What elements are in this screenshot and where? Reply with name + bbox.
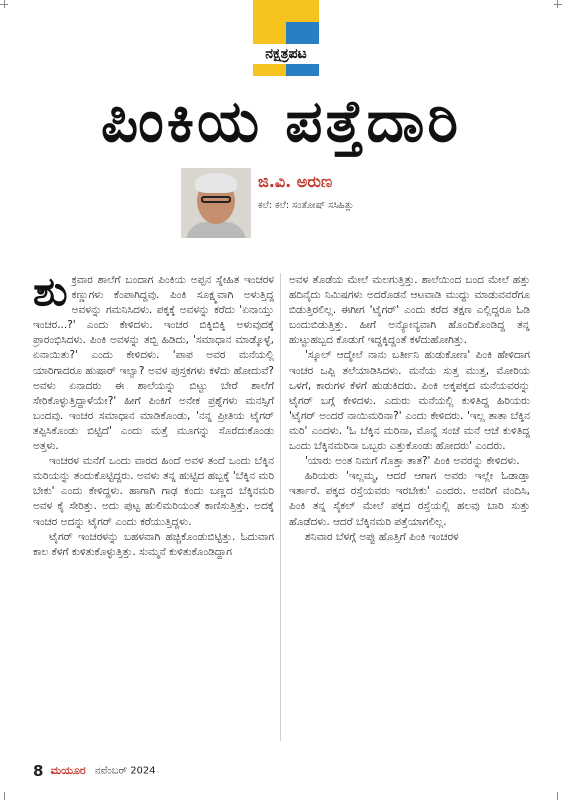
article-column-left — [33, 273, 274, 748]
paragraph: ಇಂಚರಳ ಮನೆಗೆ ಒಂದು ವಾರದ ಹಿಂದೆ ಅವಳ ತಂದೆ ಒಂದು ಬೆಕ್ಕಿನ ಮರಿಯನ್ನು ತಂದುಕೊಟ್ಟಿದ್ದರು. ಅವಳು ತನ್ನ ಹುಟ್ಟಿದ ಹಬ್ಬಕ್ಕೆ 'ಬೆಕ್ಕಿನ ಮರಿ ಬೇಕು' ಎಂದು ಕೇಳಿದ್ದಳು. ಹಾಗಾಗಿ ಗಾಢ ಕಂದು ಬಣ್ಣದ ಬೆಕ್ಕಿನಮರಿ ಅವಳ ಕೈ ಸೇರಿತ್ತು. ಅದು ಪುಟ್ಟ ಹುಲಿಮರಿಯಂತೆ ಕಾಣಿಸುತ್ತಿತ್ತು. ಅದಕ್ಕೆ ಇಂಚರ ಅದನ್ನು ಟೈಗರ್ ಎಂದು ಕರೆಯುತ್ತಿದ್ದಳು. — [33, 455, 274, 528]
issue-date: ನವೆಂಬರ್ 2024 — [94, 765, 156, 777]
page-footer — [33, 762, 156, 778]
column-divider — [280, 273, 281, 741]
paragraph-text: ಕ್ರವಾರ ಶಾಲೆಗೆ ಬಂದಾಗ ಪಿಂಕಿಯ ಅಪ್ಪನ ಸ್ನೇಹಿತ ಇಂಚರಳ ಕಣ್ಣುಗಳು ಕೆಂಪಾಗಿದ್ದವು. ಪಿಂಕಿ ಸೂಕ್ಷ್ಮವಾಗಿ ಅಳುತ್ತಿದ್ದ ಅವಳನ್ನು ಗಮನಿಸಿದಳು. ಪಕ್ಕಕ್ಕೆ ಅವಳನ್ನು ಕರೆದು 'ಏನಾಯ್ತು ಇಂಚರ...?' ಎಂದು ಕೇಳಿದಳು. ಇಂಚರ ಬಿಕ್ಕಿಬಿಕ್ಕಿ ಅಳುವುದಕ್ಕೆ ಪ್ರಾರಂಭಿಸಿದಳು. ಪಿಂಕಿ ಅವಳನ್ನು ತಬ್ಬಿ ಹಿಡಿದು, 'ಸಮಾಧಾನ ಮಾಡ್ಕೊಳ್ಳೆ, ಏನಾಯಿತು?' ಎಂದು ಕೇಳಿದಳು. 'ಪಾಪ ಅವರ ಮನೆಯಲ್ಲಿ ಯಾರಿಗಾದರೂ ಹುಷಾರ್ ಇಲ್ವಾ? ಅವಳ ಪುಸ್ತಕಗಳು ಕಳೆದು ಹೋದುವೆ? ಅವಳು ಏನಾದರು ಈ ಶಾಲೆಯನ್ನು ಬಿಟ್ಟು ಬೇರೆ ಶಾಲೆಗೆ ಸೇರಿಕೊಳ್ಳುತ್ತಿದ್ದಾಳೆಯೇ?' ಹೀಗೆ ಪಿಂಕಿಗೆ ಅನೇಕ ಪ್ರಶ್ನೆಗಳು ಮನಸ್ಸಿಗೆ ಬಂದವು. ಇಂಚರ ಸಮಾಧಾನ ಮಾಡಿಕೊಂಡು, 'ನನ್ನ ಪ್ರೀತಿಯ ಟೈಗರ್ ತಪ್ಪಿಸಿಕೊಂಡು ಬಿಟ್ಟಿದೆ' ಎಂದು ಮತ್ತೆ ಮೂಗನ್ನು ಸೊರೆದುಕೊಂಡು ಅತ್ತಳು. — [33, 274, 274, 453]
paragraph: ಟೈಗರ್ ಇಂಚರಳನ್ನು ಬಹಳವಾಗಿ ಹಚ್ಚಿಕೊಂಡುಬಿಟ್ಟಿತ್ತು. ಓದುವಾಗ ಕಾಲ ಕೆಳಗೆ ಕುಳಿತುಕೊಳ್ಳುತ್ತಿತ್ತು. ಸುಮ್ಮನೆ ಕುಳಿತುಕೊಂಡಿದ್ದಾಗ — [33, 530, 274, 558]
paragraph: ಅವಳ ತೊಡೆಯ ಮೇಲೆ ಮಲಗುತ್ತಿತ್ತು. ಶಾಲೆಯಿಂದ ಬಂದ ಮೇಲೆ ಹತ್ತು ಹದಿನೈದು ನಿಮಿಷಗಳು ಅದರೊಡನೆ ಆಟವಾಡಿ ಮುದ್ದು ಮಾಡುವವರೆಗೂ ಬಿಡುತ್ತಿರಲಿಲ್ಲ. ಈಗೀಗ 'ಟೈಗರ್' ಎಂದು ಕರೆದ ತಕ್ಷಣ ಎಲ್ಲಿದ್ದರೂ ಓಡಿ ಬಂದುಬಿಡುತ್ತಿತ್ತು. ಹೀಗೆ ಅನ್ಯೋನ್ಯವಾಗಿ ಹೊಂದಿಕೊಂಡಿದ್ದ ತನ್ನ ಹುಟ್ಟುಹಬ್ಬದ ಕೊಡುಗೆ ಇದ್ದಕ್ಕಿದ್ದಂತೆ ಕಳೆದುಹೋಗಿತ್ತು. — [289, 274, 530, 347]
crop-mark — [0, 4, 8, 5]
logo-yellow-block — [253, 0, 286, 44]
crop-mark — [554, 4, 562, 5]
section-logo-label: ನಕ್ಷತ್ರಪಟ — [265, 46, 307, 62]
section-logo — [253, 0, 319, 76]
logo-yellow-block — [253, 64, 286, 76]
article-title: ಪಿಂಕಿಯ ಪತ್ತೆದಾರಿ — [100, 87, 462, 155]
paragraph — [33, 273, 274, 454]
logo-yellow-block — [286, 0, 319, 22]
paragraph: ಶನಿವಾರ ಬೆಳಗ್ಗೆ ಅಪ್ಪು ಹೊತ್ತಿಗೆ ಪಿಂಕಿ ಇಂಚರಳ — [305, 530, 459, 543]
magazine-name: ಮಯೂರ — [50, 764, 86, 777]
crop-mark — [557, 792, 558, 800]
article-column-right — [289, 273, 530, 748]
logo-band — [253, 44, 319, 64]
page-number: 8 — [33, 762, 44, 780]
paragraph: 'ಯಾರು ಅಂತ ನಿಮಗೆ ಗೊತ್ತಾ ತಾತ?' ಪಿಂಕಿ ಅವರನ್ನು ಕೇಳಿದಳು. — [305, 455, 520, 468]
author-name: ಜಿ.ವಿ. ಅರುಣ — [258, 172, 333, 191]
paragraph: 'ಸ್ಕೂಲ್ ಆದ್ಮೇಲೆ ನಾನು ಬರ್ತೀನಿ ಹುಡುಕೋಣ' ಪಿಂಕಿ ಹೇಳಿದಾಗ ಇಂಚರ ಒಪ್ಪಿ ತಲೆಯಾಡಿಸಿದಳು. ಮನೆಯ ಸುತ್ತ ಮುತ್ತ, ಮೋರಿಯ ಒಳಗೆ, ಕಾರುಗಳ ಕೆಳಗೆ ಹುಡುಕಿದರು. ಪಿಂಕಿ ಅಕ್ಕಪಕ್ಕದ ಮನೆಯವರನ್ನು ಟೈಗರ್ ಬಗ್ಗೆ ಕೇಳಿದಳು. ಎದುರು ಮನೆಯಲ್ಲಿ ಕುಳಿತಿದ್ದ ಹಿರಿಯರು 'ಟೈಗರ್ ಅಂದರೆ ನಾಯಿಮರಿನಾ?' ಎಂದು ಕೇಳಿದರು. 'ಇಲ್ಲ ತಾತಾ ಬೆಕ್ಕಿನ ಮರಿ' ಎಂದಳು. 'ಓ ಬೆಕ್ಕಿನ ಮರಿನಾ, ಮೊನ್ನೆ ಸಂಜೆ ಮನೆ ಆಚೆ ಕುಳಿತಿದ್ದ ಒಂದು ಬೆಕ್ಕಿನಮರಿನಾ ಒಬ್ಬರು ಎತ್ತುಕೊಂಡು ಹೋದರು' ಎಂದರು. — [289, 349, 530, 453]
drop-cap: ಶು — [33, 273, 68, 315]
glasses-icon — [201, 196, 231, 203]
author-photo — [181, 168, 251, 238]
illustration-credit: ಕಲೆ: ಕಲೆ: ಸಂತೋಷ್ ಸಸಿಹಿತ್ಲು — [258, 200, 354, 211]
crop-mark — [4, 792, 5, 800]
paragraph: ಹಿರಿಯರು 'ಇಲ್ಲಮ್ಮ, ಆದರೆ ಆಗಾಗ ಅವರು ಇಲ್ಲೇ ಓಡಾಡ್ತಾ ಇರ್ತಾರೆ. ಪಕ್ಕದ ರಸ್ತೆಯವರು ಇರಬೇಕು' ಎಂದರು. ಅವರಿಗೆ ವಂದಿಸಿ, ಪಿಂಕಿ ತನ್ನ ಸೈಕಲ್ ಮೇಲೆ ಪಕ್ಕದ ರಸ್ತೆಯಲ್ಲಿ ಹಲವು ಬಾರಿ ಸುತ್ತು ಹೊಡೆದಳು. ಆದರೆ ಬೆಕ್ಕಿನಮರಿ ಪತ್ತೆಯಾಗಲಿಲ್ಲ. — [289, 470, 530, 528]
